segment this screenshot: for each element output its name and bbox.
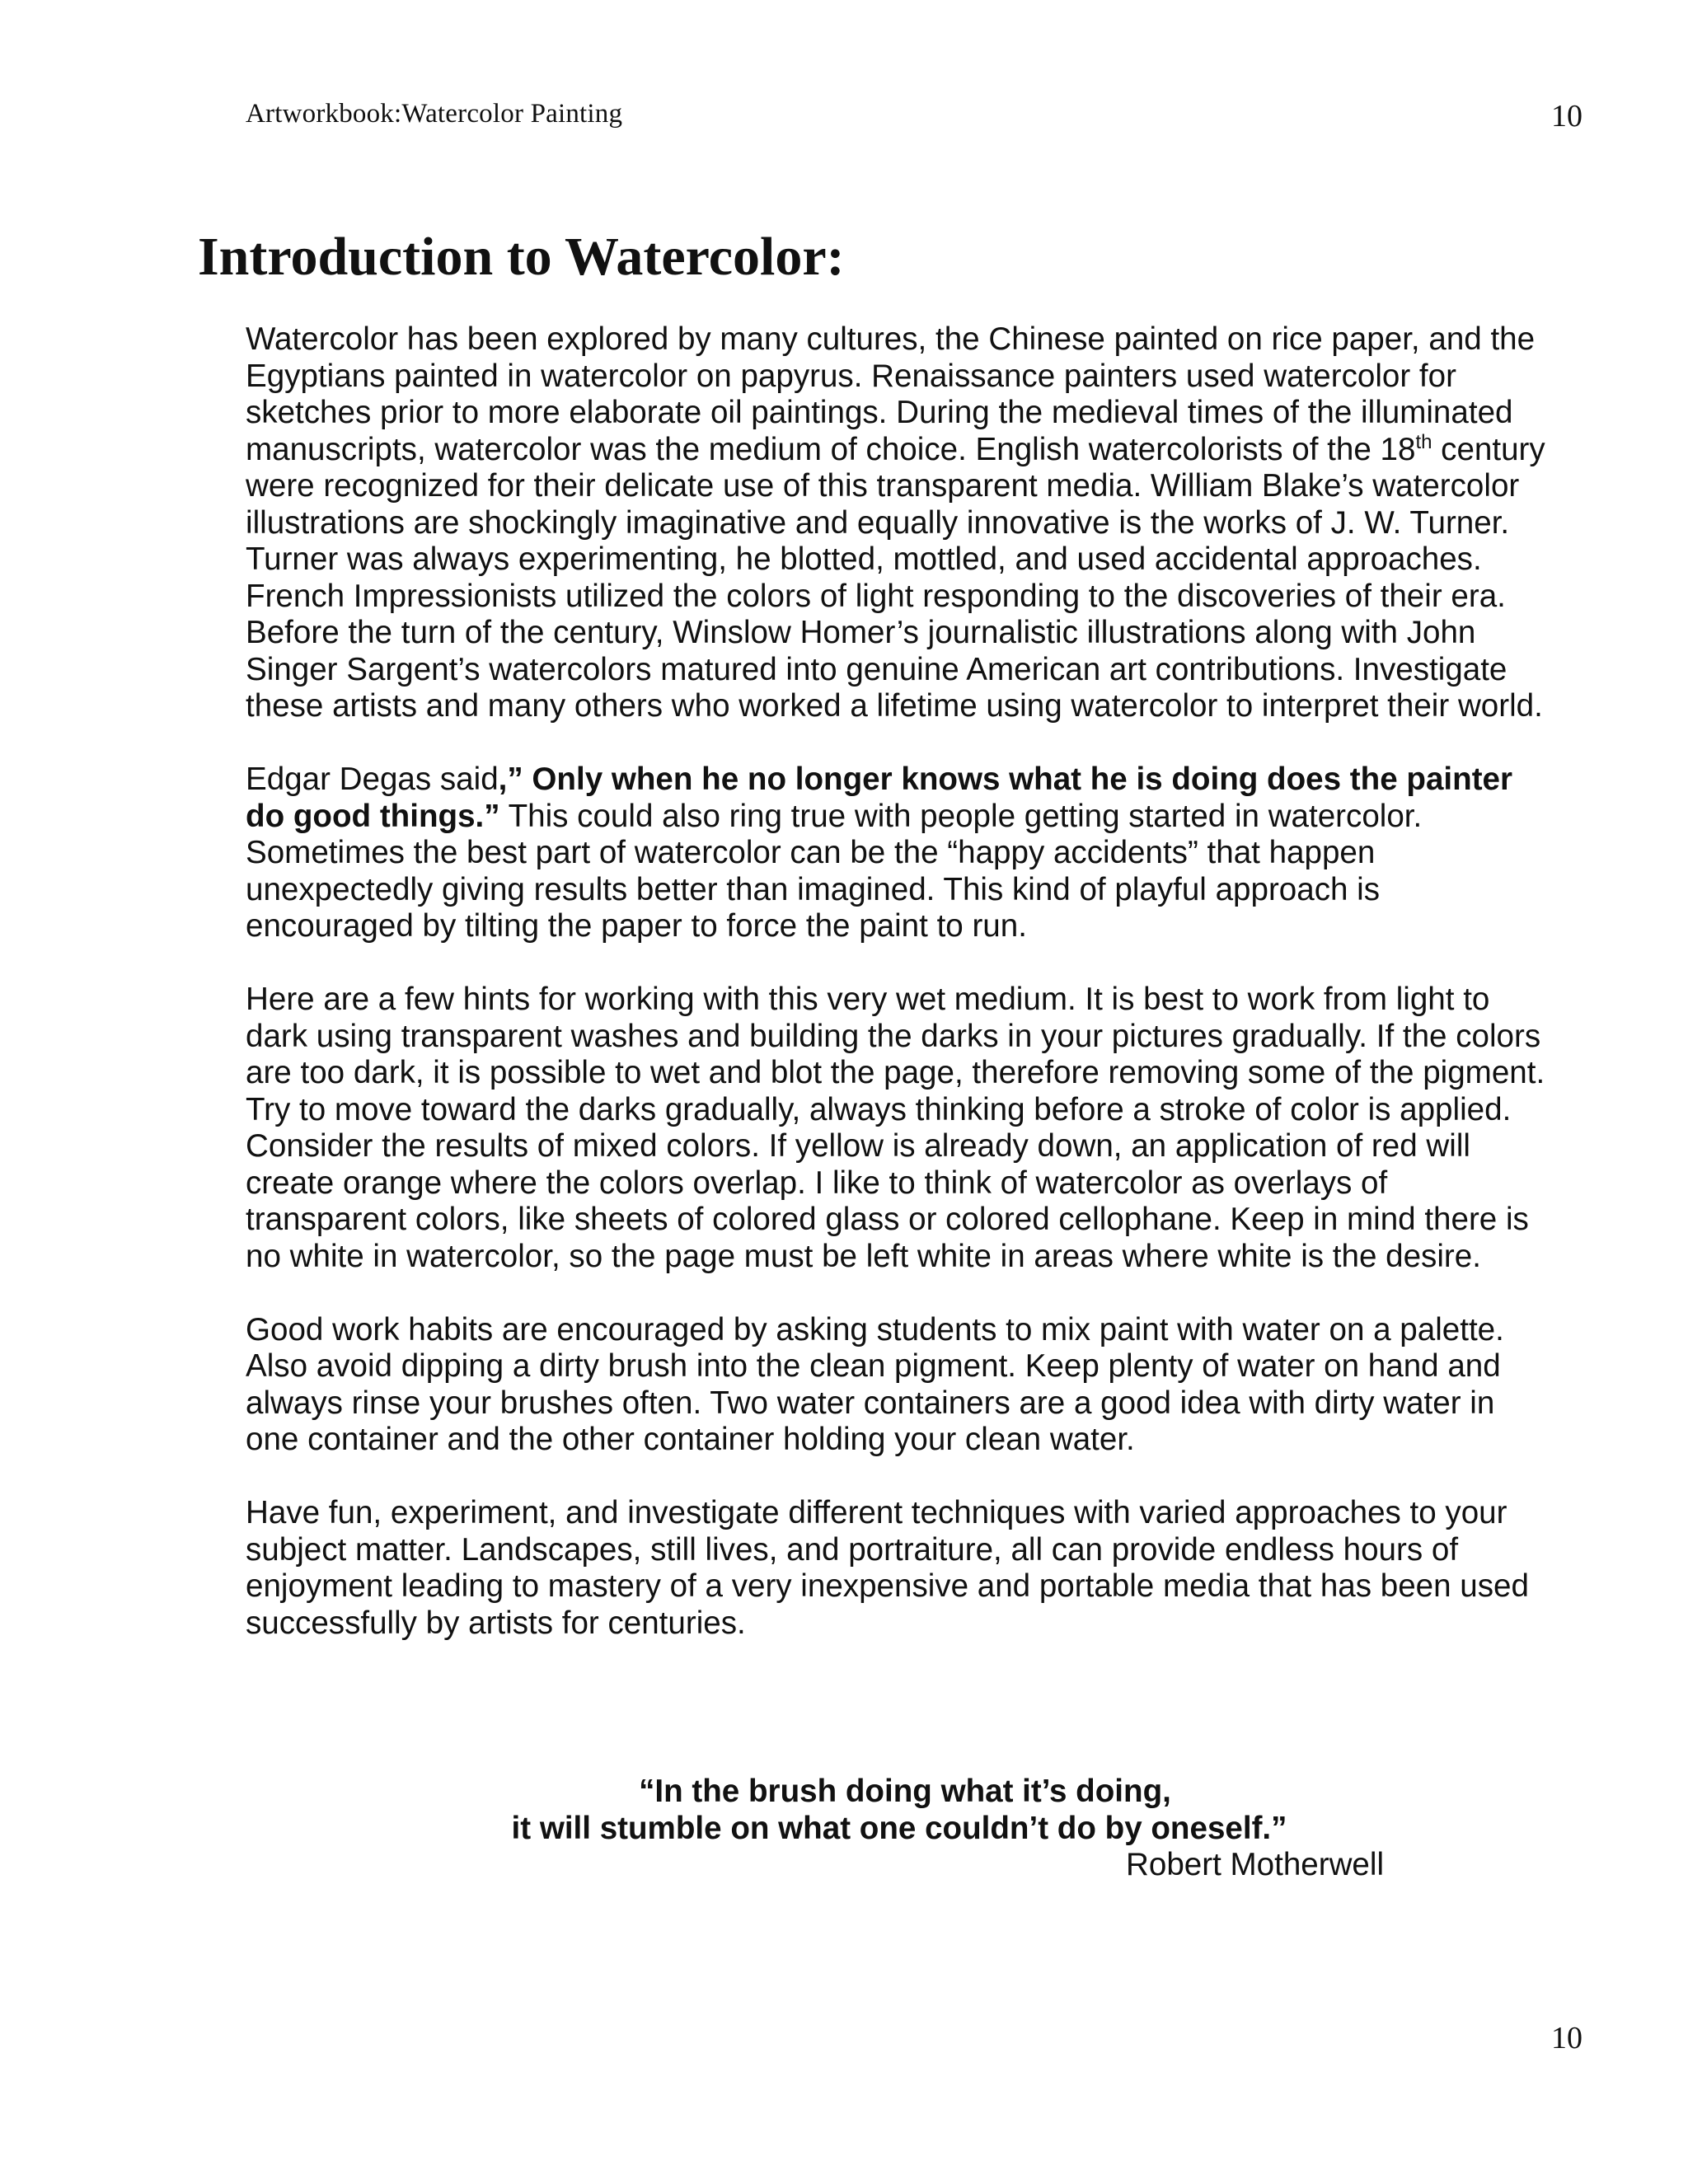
page-number-top: 10 xyxy=(1551,99,1582,134)
ordinal-superscript: th xyxy=(1415,430,1432,453)
degas-rest: This could also ring true with people getting started in watercolor. Sometimes the best part of watercolor can be the “happy accidents” that happen unexpectedly giving results better than imagined. This kind of playful approach is encouraged by tilting the paper to force the paint to run. xyxy=(246,798,1423,944)
closing-quote-line-2: it will stumble on what one couldn’t do by oneself.” xyxy=(511,1810,1287,1846)
degas-quote: ,” Only when he no longer knows what he is doing does the painter do good things.” xyxy=(246,762,1513,834)
paragraph-history xyxy=(246,321,1548,725)
page-number-bottom: 10 xyxy=(1551,2021,1582,2055)
page-title: Introduction to Watercolor: xyxy=(198,227,845,287)
degas-lead: Edgar Degas said xyxy=(246,762,499,797)
paragraph-history-text-b: century were recognized for their delicate use of this transparent media. William Blake’s watercolor illustrations are shockingly imaginative and equally innovative is the works of J. W. Turner. Turner was always experimenting, he blotted, mottled, and used accidental approaches. French Impressionists utilized the colors of light responding to the discoveries of their era. Before the turn of the century, Winslow Homer’s journalistic illustrations along with John Singer Sargent’s watercolors matured into genuine American art contributions. Investigate these artists and many others who worked a lifetime using watercolor to interpret their world. xyxy=(246,431,1545,724)
paragraph-hints: Here are a few hints for working with this very wet medium. It is best to work from light to dark using transparent washes and building the darks in your pictures gradually. If the colors are too dark, it is possible to wet and blot the page, therefore removing some of the pigment. Try to move toward the darks gradually, always thinking before a stroke of color is applied. Consider the results of mixed colors. If yellow is already down, an application of red will create orange where the colors overlap. I like to think of watercolor as overlays of transparent colors, like sheets of colored glass or colored cellophane. Keep in mind there is no white in watercolor, so the page must be left white in areas where white is the desire. xyxy=(246,982,1545,1274)
article-body xyxy=(246,321,1548,1679)
paragraph-work-habits: Good work habits are encouraged by asking students to mix paint with water on a palette. Also avoid dipping a dirty brush into the clean pigment. Keep plenty of water on hand and always rinse your brushes often. Two water containers are a good idea with dirty water in one container and the other container holding your clean water. xyxy=(246,1311,1504,1457)
paragraph-have-fun: Have fun, experiment, and investigate different techniques with varied approaches to your subject matter. Landscapes, still lives, and portraiture, all can provide endless hours of enjoyment leading to mastery of a very inexpensive and portable media that has been used successfully by artists for centuries. xyxy=(246,1495,1529,1641)
paragraph-degas xyxy=(246,762,1548,945)
running-header: Artworkbook:Watercolor Painting xyxy=(246,99,623,129)
paragraph-history-text-a: Watercolor has been explored by many cultures, the Chinese painted on rice paper, and the Egyptians painted in watercolor on papyrus. Renaissance painters used watercolor for sketches prior to more elaborate oil paintings. During the medieval times of the illuminated manuscripts, watercolor was the medium of choice. English watercolorists of the 18 xyxy=(246,321,1536,467)
closing-quote-author: Robert Motherwell xyxy=(1126,1847,1385,1882)
closing-quote-line-1: “In the brush doing what it’s doing, xyxy=(639,1774,1171,1809)
closing-quote xyxy=(246,1774,1548,1884)
